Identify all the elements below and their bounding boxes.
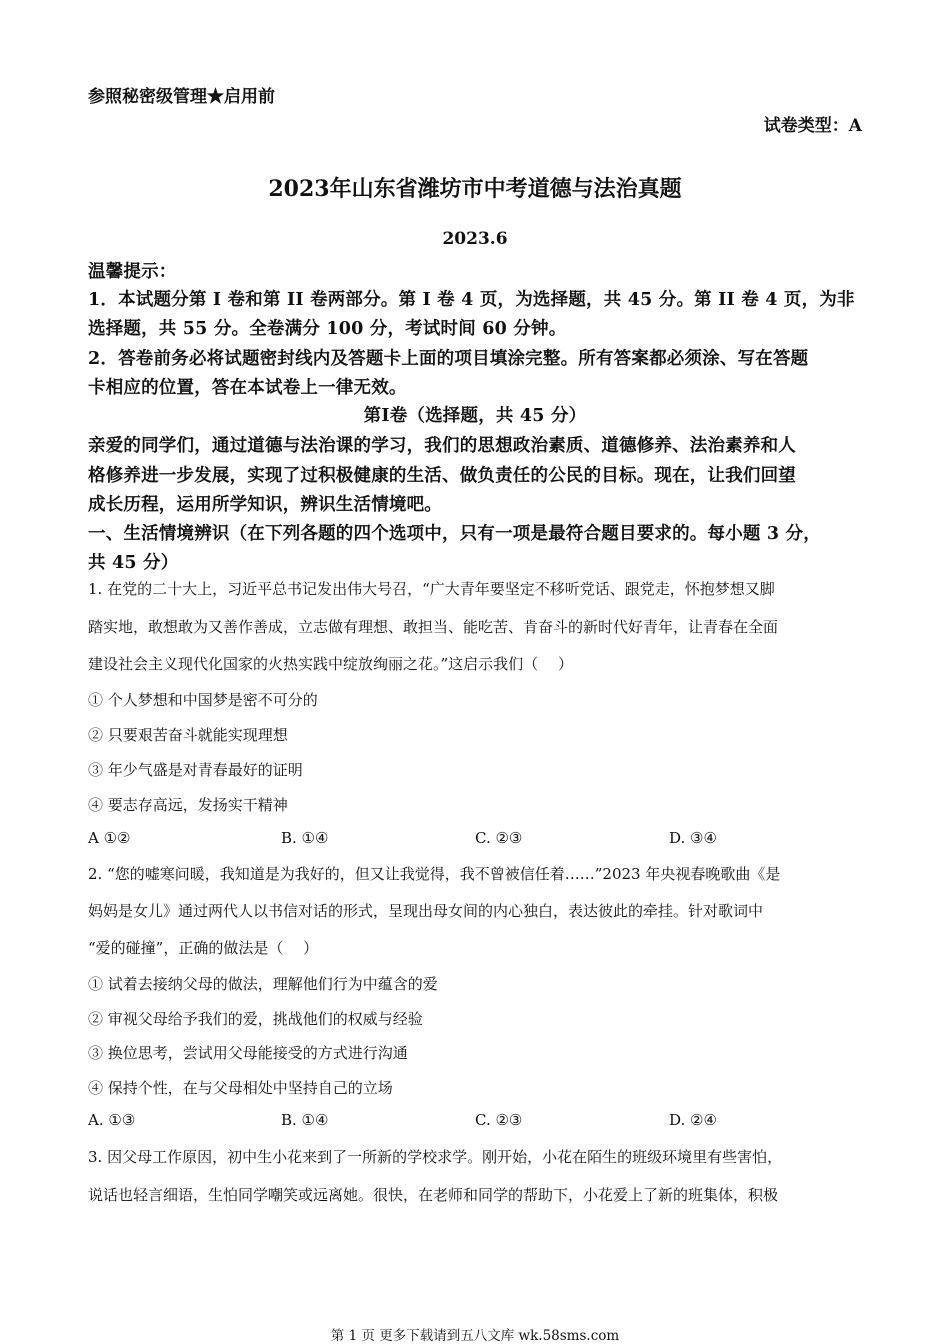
q1-option-a: A ①② (88, 829, 131, 847)
q1-statement-1: ① 个人梦想和中国梦是密不可分的 (88, 691, 318, 709)
q1-stem-line3: 建设社会主义现代化国家的火热实践中绽放绚丽之花。”这启示我们（ ） (88, 655, 573, 673)
q2-option-b: B. ①④ (281, 1111, 329, 1129)
q3-stem-line1: 3. 因父母工作原因，初中生小花来到了一所新的学校求学。刚开始，小花在陌生的班级环境里有些害怕， (88, 1148, 783, 1166)
q1-stem-line1: 1. 在党的二十大上，习近平总书记发出伟大号召，“广大青年要坚定不移听党话、跟党走，怀抱梦想又脚 (88, 580, 775, 598)
q2-statement-3: ③ 换位思考，尝试用父母能接受的方式进行沟通 (88, 1044, 408, 1062)
q1-option-d: D. ③④ (669, 829, 717, 847)
intro-line3: 成长历程，运用所学知识，辨识生活情境吧。 (88, 495, 442, 515)
q2-statement-4: ④ 保持个性，在与父母相处中坚持自己的立场 (88, 1079, 393, 1097)
part1-heading-line2: 共 45 分） (88, 553, 179, 573)
q3-stem-line2: 说话也轻言细语，生怕同学嘲笑或远离她。很快，在老师和同学的帮助下，小花爱上了新的班集体，积极 (88, 1186, 779, 1204)
q2-stem-line1: 2. “您的嘘寒问暖，我知道是为我好的，但又让我觉得，我不曾被信任着……”2023 年央视春晚歌曲《是 (88, 865, 781, 883)
q1-stem-line2: 踏实地，敢想敢为又善作善成，立志做有理想、敢担当、能吃苦、肯奋斗的新时代好青年，让青春在全面 (88, 618, 779, 636)
q1-statement-3: ③ 年少气盛是对青春最好的证明 (88, 761, 303, 779)
page-title: 2023年山东省潍坊市中考道德与法治真题 (268, 176, 682, 202)
paper-type-label: 试卷类型：A (763, 116, 862, 136)
intro-line2: 格修养进一步发展，实现了过积极健康的生活、做负责任的公民的目标。现在，让我们回望 (88, 466, 796, 486)
q2-option-a: A. ①③ (88, 1111, 136, 1129)
q2-stem-line2: 妈妈是女儿》通过两代人以书信对话的形式，呈现出母女间的内心独白，表达彼此的牵挂。针对歌词中 (88, 902, 764, 920)
q2-option-d: D. ②④ (669, 1111, 717, 1129)
intro-line1: 亲爱的同学们，通过道德与法治课的学习，我们的思想政治素质、道德修养、法治素养和人 (88, 436, 796, 456)
q1-statement-4: ④ 要志存高远，发扬实干精神 (88, 796, 288, 814)
q2-option-c: C. ②③ (475, 1111, 523, 1129)
q2-statement-1: ① 试着去接纳父母的做法，理解他们行为中蕴含的爱 (88, 975, 438, 993)
q1-option-b: B. ①④ (281, 829, 329, 847)
tips-item2-line2: 卡相应的位置，答在本试卷上一律无效。 (88, 378, 407, 398)
q2-stem-line3: “爱的碰撞”，正确的做法是（ ） (88, 939, 319, 957)
q2-statement-2: ② 审视父母给予我们的爱，挑战他们的权威与经验 (88, 1010, 423, 1028)
exam-date: 2023.6 (442, 229, 508, 249)
tips-item2-line1: 2．答卷前务必将试题密封线内及答题卡上面的项目填涂完整。所有答案都必须涂、写在答题 (88, 349, 809, 369)
page-footer: 第 1 页 更多下载请到五八文库 wk.58sms.com (330, 1328, 620, 1344)
q1-statement-2: ② 只要艰苦奋斗就能实现理想 (88, 726, 288, 744)
part1-heading-line1: 一、生活情境辨识（在下列各题的四个选项中，只有一项是最符合题目要求的。每小题 3 分， (88, 524, 821, 544)
q1-option-c: C. ②③ (475, 829, 523, 847)
tips-item1-line1: 1．本试题分第 I 卷和第 II 卷两部分。第 I 卷 4 页，为选择题，共 45 分。第 II 卷 4 页，为非 (88, 290, 855, 310)
tips-heading: 温馨提示： (88, 262, 177, 282)
section-title: 第Ⅰ卷（选择题，共 45 分） (363, 406, 587, 426)
tips-item1-line2: 选择题，共 55 分。全卷满分 100 分，考试时间 60 分钟。 (88, 319, 567, 339)
confidential-label: 参照秘密级管理★启用前 (88, 87, 275, 107)
